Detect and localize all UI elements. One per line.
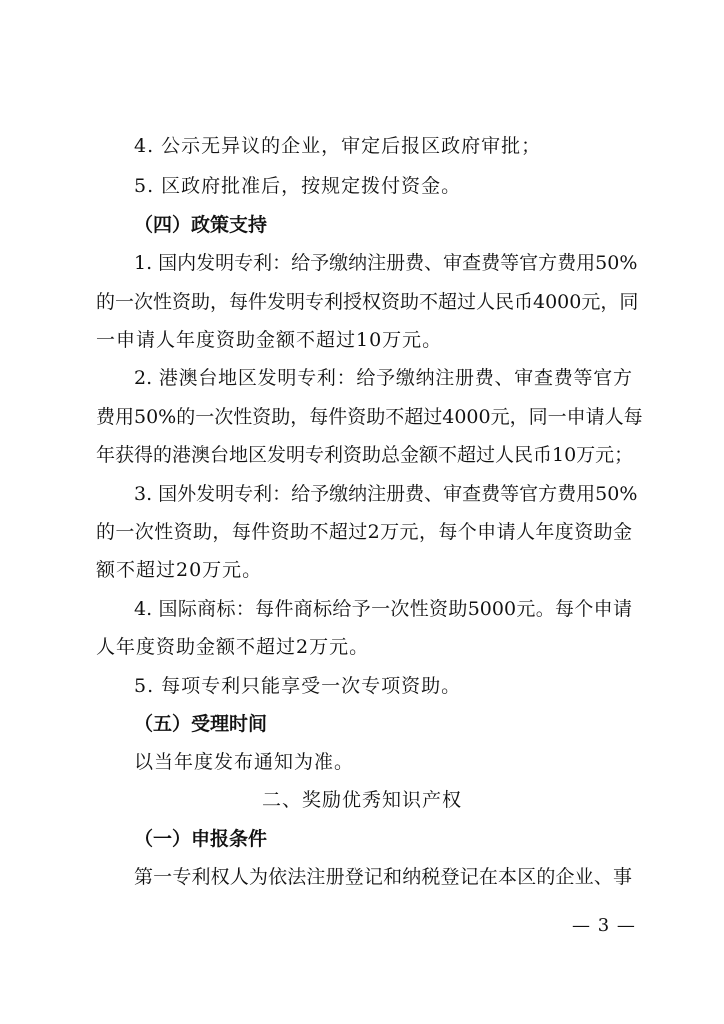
section-title-reward-ip: 二、奖励优秀知识产权	[261, 789, 462, 811]
paragraph-line: 2. 港澳台地区发明专利：给予缴纳注册费、审查费等官方	[134, 367, 632, 389]
paragraph-line: 以当年度发布通知为准。	[134, 751, 355, 773]
page-number: — 3 —	[572, 915, 636, 936]
section-heading-application-conditions: （一）申报条件	[134, 828, 268, 850]
section-heading-acceptance-time: （五）受理时间	[134, 713, 268, 735]
paragraph-line: 年获得的港澳台地区发明专利资助总金额不超过人民币10万元；	[96, 444, 634, 466]
paragraph-line: 额不超过20万元。	[96, 559, 263, 581]
paragraph-line: 1. 国内发明专利：给予缴纳注册费、审查费等官方费用50%	[134, 252, 638, 274]
paragraph-line: 5. 区政府批准后，按规定拨付资金。	[134, 175, 462, 197]
paragraph-line: 人年度资助金额不超过2万元。	[96, 636, 370, 658]
paragraph-line: 4. 公示无异议的企业，审定后报区政府审批；	[134, 135, 542, 157]
paragraph-line: 3. 国外发明专利：给予缴纳注册费、审查费等官方费用50%	[134, 483, 638, 505]
paragraph-line: 4. 国际商标：每件商标给予一次性资助5000元。每个申请	[134, 598, 632, 620]
section-heading-policy-support: （四）政策支持	[134, 214, 268, 236]
paragraph-line: 的一次性资助，每件资助不超过2万元，每个申请人年度资助金	[96, 521, 632, 543]
paragraph-line: 的一次性资助，每件发明专利授权资助不超过人民币4000元，同	[96, 291, 639, 313]
paragraph-line: 5. 每项专利只能享受一次专项资助。	[134, 675, 462, 697]
paragraph-line: 第一专利权人为依法注册登记和纳税登记在本区的企业、事	[134, 866, 632, 888]
paragraph-line: 一申请人年度资助金额不超过10万元。	[96, 329, 443, 351]
paragraph-line: 费用50%的一次性资助，每件资助不超过4000元，同一申请人每	[96, 406, 643, 428]
